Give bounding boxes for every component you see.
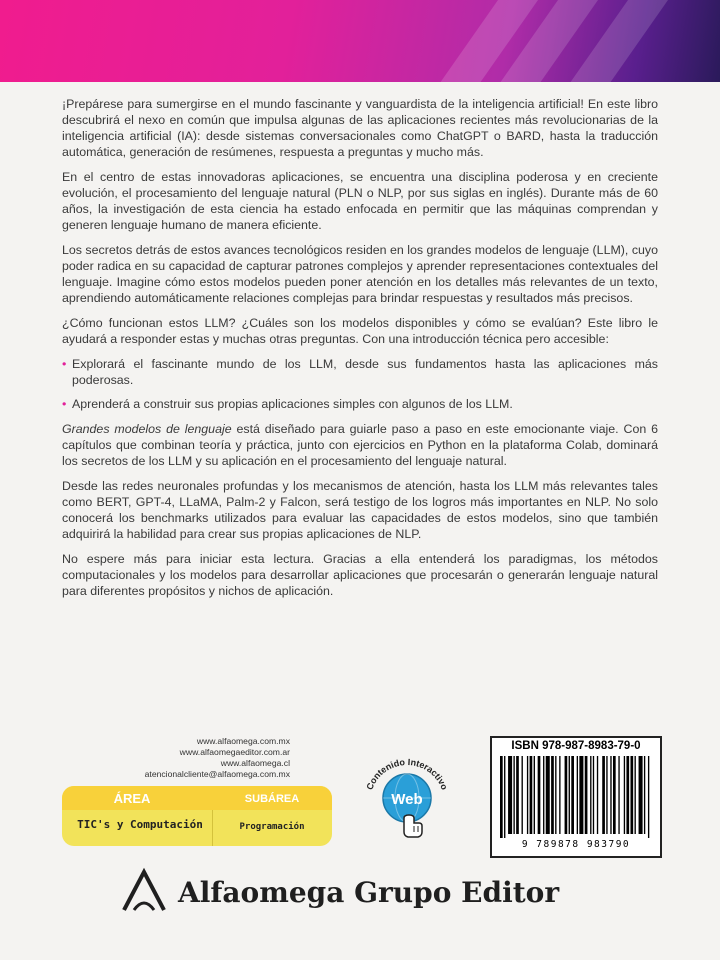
barcode-bar: [639, 756, 643, 834]
barcode-bar: [644, 756, 645, 834]
bullet-icon: •: [62, 397, 67, 411]
barcode-bar: [522, 756, 523, 834]
barcode-bar: [630, 756, 633, 834]
barcode-bar: [569, 756, 570, 834]
barcode-bar: [577, 756, 578, 834]
barcode-bar: [538, 756, 541, 834]
area-divider: [212, 810, 213, 846]
isbn-barcode-box: [490, 736, 662, 858]
area-value: TIC's y Computación: [77, 818, 203, 831]
badge-web-label: Web: [391, 791, 423, 808]
subject-area-box: [62, 786, 332, 846]
barcode-bar: [602, 756, 605, 834]
website-link[interactable]: www.alfaomegaeditor.com.ar: [179, 747, 290, 757]
publisher-name: Alfaomega Grupo Editor: [178, 876, 560, 909]
subarea-label: SUBÁREA: [244, 793, 300, 805]
list-item: [62, 396, 658, 412]
barcode-bar: [648, 756, 649, 838]
list-item-text: Aprenderá a construir sus propias aplicaciones simples con algunos de los LLM.: [72, 397, 513, 411]
barcode-bar: [513, 756, 514, 834]
barcode-graphic: [498, 756, 654, 838]
paragraph-3: Los secretos detrás de estos avances tecnológicos residen en los grandes modelos de lenguaje (LLM), cuyo poder radica en su capacidad de capturar patrones complejos y aprender representaciones contextuales del lenguaje. Imagine cómo estos modelos pueden poner atención en los detalles más relevantes de un texto, aprendiendo automáticamente relaciones complejas para brindar respuestas y resultados más precisos.: [62, 243, 658, 305]
barcode-bar: [516, 756, 519, 834]
barcode-bar: [606, 756, 607, 834]
paragraph-5: [62, 421, 658, 469]
barcode-digits: 9 789878 983790: [521, 839, 631, 850]
barcode-bar: [635, 756, 636, 834]
feature-list: [62, 356, 658, 412]
barcode-bar: [530, 756, 533, 834]
paragraph-2: En el centro de estas innovadoras aplicaciones, se encuentra una disciplina poderosa y en creciente evolución, el procesamiento del lenguaje natural (PLN o NLP, por sus siglas en inglés). Durante más de 60 años, la investigación de esta ciencia ha estado enfocada en permitir que las máquinas comprendan y generen lenguaje humano de manera eficiente.: [62, 170, 658, 232]
barcode-bar: [579, 756, 583, 834]
area-label: ÁREA: [113, 791, 151, 806]
list-item: [62, 356, 658, 388]
barcode-bar: [546, 756, 550, 834]
web-badge-graphic: [352, 740, 462, 850]
publisher-websites: [60, 736, 290, 780]
barcode-bar: [527, 756, 528, 834]
barcode-bar: [610, 756, 611, 834]
barcode-bar: [597, 756, 598, 834]
barcode-bar: [618, 756, 619, 834]
barcode-bar: [508, 756, 512, 834]
barcode-bar: [585, 756, 588, 834]
alfaomega-logo-icon: [120, 866, 170, 914]
website-link[interactable]: www.alfaomega.cl: [220, 758, 290, 768]
barcode-bar: [555, 756, 556, 834]
isbn-label: ISBN 978-987-8983-79-0: [511, 740, 641, 752]
book-title: Grandes modelos de lenguaje: [62, 422, 232, 436]
paragraph-5-text: está diseñado para guiarle paso a paso en este emocionante viaje. Con 6 capítulos que combinan teoría y práctica, junto con ejercicios en Python en la plataforma Colab, dominará los secretos de los LLM y su aplicación en el procesamiento del lenguaje natural.: [62, 422, 658, 468]
paragraph-4: ¿Cómo funcionan estos LLM? ¿Cuáles son los modelos disponibles y cómo se evalúan? Este libro le ayudará a responder estas y muchas otras preguntas. Con una introducción técnica pero accesible:: [62, 316, 658, 346]
badge-arc-text: Contenido Interactivo: [364, 756, 450, 792]
barcode-bar: [626, 756, 629, 834]
paragraph-7: No espere más para iniciar esta lectura. Gracias a ella entenderá los paradigmas, los métodos computacionales y los modelos para desarrollar aplicaciones que procesarán o generarán lenguaje natural para diferentes propósitos y nichos de aplicación.: [62, 552, 658, 598]
barcode-bar: [590, 756, 591, 834]
barcode-bar: [559, 756, 560, 834]
subarea-value: Programación: [239, 822, 305, 832]
barcode-bar: [593, 756, 594, 834]
publisher-brand: [120, 866, 600, 918]
barcode-bar: [504, 756, 505, 838]
barcode-bar: [543, 756, 544, 834]
back-cover-text: [62, 96, 658, 608]
barcode-bar: [613, 756, 616, 834]
barcode-bar: [534, 756, 535, 834]
paragraph-1: ¡Prepárese para sumergirse en el mundo fascinante y vanguardista de la inteligencia artificial! En este libro descubrirá el nexo en común que impulsa algunas de las aplicaciones recientes más revolucionarias de la inteligencia artificial (IA): desde sistemas conversacionales como ChatGPT o BARD, hasta la traducción automática, generación de resúmenes, respuesta a preguntas y mucho más.: [62, 97, 658, 159]
barcode-bar: [624, 756, 625, 834]
barcode-bar: [571, 756, 574, 834]
website-link[interactable]: www.alfaomega.com.mx: [196, 736, 290, 746]
top-gradient-band: [0, 0, 720, 82]
barcode-bar: [500, 756, 503, 838]
list-item-text: Explorará el fascinante mundo de los LLM, desde sus fundamentos hasta las aplicaciones más poderosas.: [72, 357, 658, 387]
paragraph-6: Desde las redes neuronales profundas y los mecanismos de atención, hasta los LLM más relevantes tales como BERT, GPT-4, LLaMA, Palm-2 y Falcon, será testigo de los logros más importantes en NLP. No solo conocerá los benchmarks utilizados para evaluar las capacidades de estos modelos, sino que también adquirirá la habilidad para crear sus propias aplicaciones de NLP.: [62, 479, 658, 541]
contact-email[interactable]: atencionalcliente@alfaomega.com.mx: [144, 769, 290, 779]
bullet-icon: •: [62, 357, 67, 371]
barcode-bar: [565, 756, 568, 834]
barcode-bar: [551, 756, 554, 834]
interactive-content-badge: [352, 740, 462, 850]
